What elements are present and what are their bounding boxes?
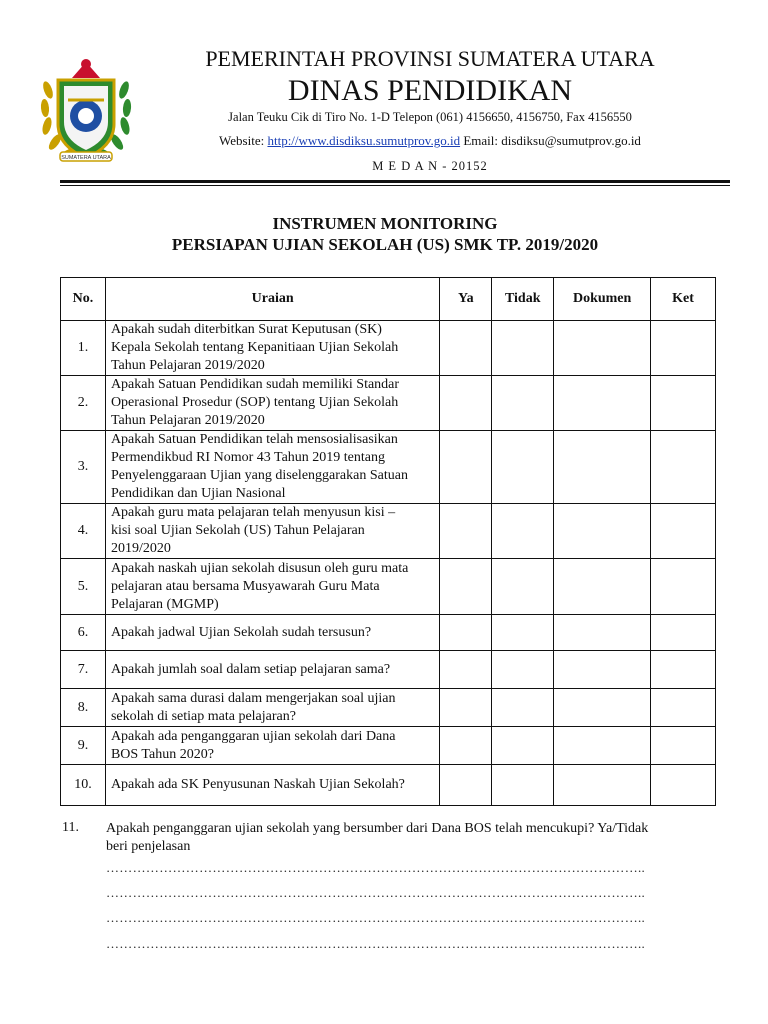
row-number: 5.	[61, 559, 106, 615]
row-number: 4.	[61, 504, 106, 559]
dokumen-cell[interactable]	[554, 689, 651, 727]
ya-cell[interactable]	[440, 651, 492, 689]
table-row	[61, 431, 716, 504]
table-row	[61, 651, 716, 689]
ket-cell[interactable]	[651, 559, 716, 615]
row-description	[105, 376, 439, 431]
header-ket: Ket	[651, 278, 716, 321]
table-header-row	[61, 278, 716, 321]
header-divider-thick	[60, 180, 730, 183]
description-line: kisi soal Ujian Sekolah (US) Tahun Pelajaran	[110, 523, 365, 538]
description-line: Apakah naskah ujian sekolah disusun oleh guru mata	[110, 560, 409, 576]
header-address: Jalan Teuku Cik di Tiro No. 1-D Telepon (061) 4156650, 4156750, Fax 4156550	[228, 110, 632, 124]
row-number: 8.	[61, 689, 106, 727]
description-line: pelajaran atau bersama Musyawarah Guru Mata	[110, 578, 380, 594]
table-row	[61, 765, 716, 806]
row-description	[105, 765, 439, 806]
description-line: Pendidikan dan Ujian Nasional	[110, 486, 286, 501]
dokumen-cell[interactable]	[554, 615, 651, 651]
ya-cell[interactable]	[440, 504, 492, 559]
header-government-name: PEMERINTAH PROVINSI SUMATERA UTARA	[205, 46, 655, 71]
monitoring-table	[60, 277, 716, 806]
row-description	[105, 689, 439, 727]
description-line: sekolah di setiap mata pelajaran?	[110, 708, 296, 724]
dokumen-cell[interactable]	[554, 727, 651, 765]
row-description	[105, 615, 439, 651]
ket-cell[interactable]	[651, 727, 716, 765]
header-no: No.	[61, 278, 106, 321]
ket-cell[interactable]	[651, 651, 716, 689]
description-line: Apakah Satuan Pendidikan sudah memiliki Standar	[110, 377, 400, 392]
dokumen-cell[interactable]	[554, 765, 651, 806]
ya-cell[interactable]	[440, 765, 492, 806]
website-label: Website:	[219, 133, 268, 148]
description-line: Kepala Sekolah tentang Kepanitiaan Ujian Sekolah	[110, 340, 399, 355]
header-ya: Ya	[440, 278, 492, 321]
dokumen-cell[interactable]	[554, 431, 651, 504]
row-description	[105, 504, 439, 559]
answer-line[interactable]: …………………………………………………………………………………………………………..	[106, 860, 646, 875]
ket-cell[interactable]	[651, 376, 716, 431]
dokumen-cell[interactable]	[554, 376, 651, 431]
table-row	[61, 727, 716, 765]
ya-cell[interactable]	[440, 727, 492, 765]
ket-cell[interactable]	[651, 689, 716, 727]
ya-cell[interactable]	[440, 431, 492, 504]
dokumen-cell[interactable]	[554, 321, 651, 376]
row-number: 10.	[61, 765, 106, 806]
header-divider-thin	[60, 185, 730, 186]
table-row	[61, 559, 716, 615]
tidak-cell[interactable]	[492, 765, 554, 806]
description-line: Tahun Pelajaran 2019/2020	[110, 358, 265, 373]
table-row	[61, 615, 716, 651]
description-line: Apakah ada SK Penyusunan Naskah Ujian Sekolah?	[110, 777, 405, 792]
answer-line[interactable]: …………………………………………………………………………………………………………..	[106, 885, 646, 900]
row-description	[105, 727, 439, 765]
tidak-cell[interactable]	[492, 651, 554, 689]
header-uraian: Uraian	[105, 278, 439, 321]
ya-cell[interactable]	[440, 615, 492, 651]
row-description	[105, 559, 439, 615]
question-11-line: beri penjelasan	[106, 839, 191, 854]
description-line: Apakah sudah diterbitkan Surat Keputusan (SK)	[110, 322, 382, 337]
row-description	[105, 651, 439, 689]
description-line: Permendikbud RI Nomor 43 Tahun 2019 tentang	[110, 450, 385, 465]
website-link[interactable]: http://www.disdiksu.sumutprov.go.id	[267, 133, 461, 148]
description-line: Tahun Pelajaran 2019/2020	[110, 413, 265, 428]
tidak-cell[interactable]	[492, 559, 554, 615]
ket-cell[interactable]	[651, 321, 716, 376]
row-number: 2.	[61, 376, 106, 431]
question-11-number: 11.	[62, 820, 79, 835]
description-line: Apakah guru mata pelajaran telah menyusun kisi –	[110, 505, 396, 520]
question-11-text	[106, 820, 716, 856]
description-line: Apakah sama durasi dalam mengerjakan soal ujian	[110, 690, 396, 706]
tidak-cell[interactable]	[492, 431, 554, 504]
province-emblem-logo	[38, 50, 134, 168]
description-line: Apakah Satuan Pendidikan telah mensosialisasikan	[110, 432, 398, 447]
header-contact	[150, 133, 710, 149]
description-line: Penyelenggaraan Ujian yang diselenggarakan Satuan	[110, 468, 408, 483]
tidak-cell[interactable]	[492, 727, 554, 765]
ket-cell[interactable]	[651, 615, 716, 651]
ya-cell[interactable]	[440, 559, 492, 615]
ya-cell[interactable]	[440, 376, 492, 431]
ket-cell[interactable]	[651, 504, 716, 559]
dokumen-cell[interactable]	[554, 559, 651, 615]
tidak-cell[interactable]	[492, 504, 554, 559]
dokumen-cell[interactable]	[554, 504, 651, 559]
table-row	[61, 321, 716, 376]
logo-banner-text: SUMATERA UTARA	[61, 155, 111, 161]
ya-cell[interactable]	[440, 321, 492, 376]
dokumen-cell[interactable]	[554, 651, 651, 689]
description-line: 2019/2020	[110, 541, 171, 556]
answer-line[interactable]: …………………………………………………………………………………………………………..	[106, 936, 646, 951]
description-line: Apakah jumlah soal dalam setiap pelajaran sama?	[110, 661, 391, 677]
table-row	[61, 689, 716, 727]
ya-cell[interactable]	[440, 689, 492, 727]
question-11-line: Apakah penganggaran ujian sekolah yang bersumber dari Dana BOS telah mencukupi? Ya/Tidak	[106, 821, 649, 836]
description-line: Apakah ada penganggaran ujian sekolah dari Dana	[110, 728, 396, 744]
document-title: INSTRUMEN MONITORING	[272, 214, 498, 233]
row-number: 3.	[61, 431, 106, 504]
header-dokumen: Dokumen	[554, 278, 651, 321]
table-row	[61, 504, 716, 559]
description-line: Operasional Prosedur (SOP) tentang Ujian Sekolah	[110, 395, 399, 410]
tidak-cell[interactable]	[492, 615, 554, 651]
row-description	[105, 431, 439, 504]
row-number: 7.	[61, 651, 106, 689]
description-line: Pelajaran (MGMP)	[110, 596, 219, 612]
description-line: BOS Tahun 2020?	[110, 746, 214, 762]
header-tidak: Tidak	[492, 278, 554, 321]
description-line: Apakah jadwal Ujian Sekolah sudah tersusun?	[110, 624, 372, 640]
header-agency-name: DINAS PENDIDIKAN	[287, 74, 573, 107]
table-row	[61, 376, 716, 431]
row-number: 1.	[61, 321, 106, 376]
tidak-cell[interactable]	[492, 376, 554, 431]
document-subtitle: PERSIAPAN UJIAN SEKOLAH (US) SMK TP. 2019/2020	[171, 235, 599, 254]
answer-line[interactable]: …………………………………………………………………………………………………………..	[106, 910, 646, 925]
email-text: Email: disdiksu@sumutprov.go.id	[460, 133, 641, 148]
row-description	[105, 321, 439, 376]
ket-cell[interactable]	[651, 431, 716, 504]
tidak-cell[interactable]	[492, 689, 554, 727]
row-number: 6.	[61, 615, 106, 651]
header-city: M E D A N - 20152	[372, 159, 488, 173]
ket-cell[interactable]	[651, 765, 716, 806]
tidak-cell[interactable]	[492, 321, 554, 376]
row-number: 9.	[61, 727, 106, 765]
